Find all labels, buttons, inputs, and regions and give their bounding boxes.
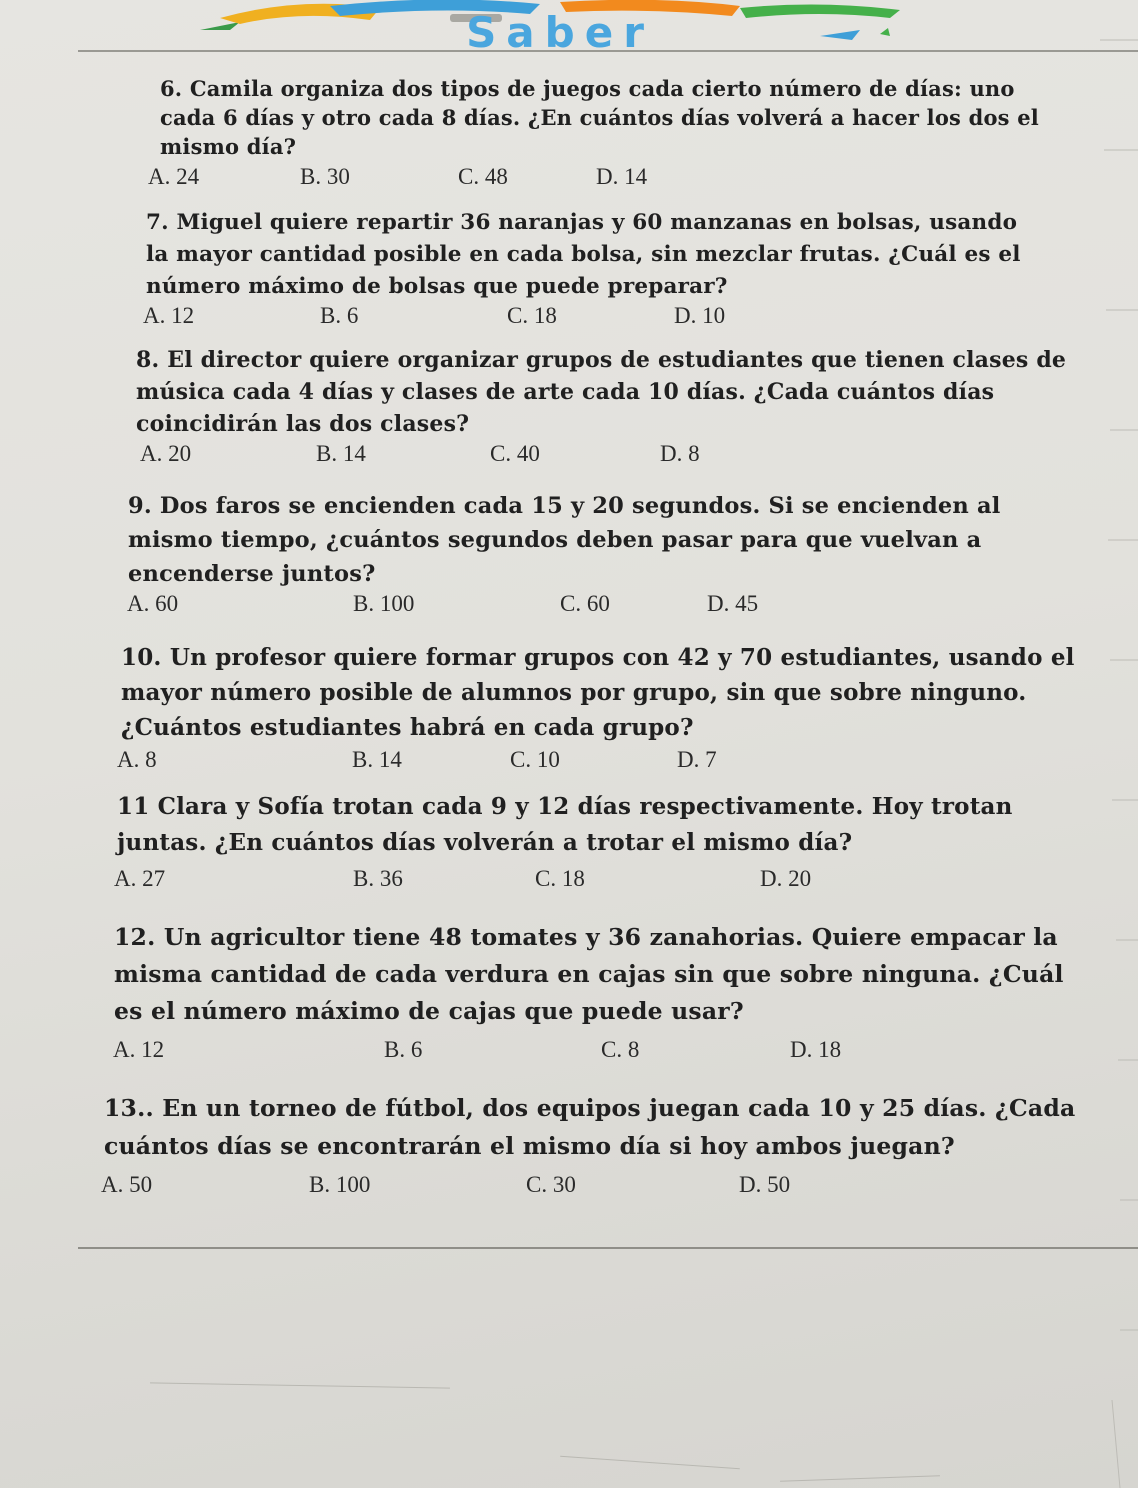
question-8 [136,344,1066,440]
question-7-line-3: número máximo de bolsas que puede preparar? [146,274,728,299]
option-b[interactable]: B. 6 [320,303,359,328]
option-d[interactable]: D. 10 [674,303,726,328]
question-6-line-2: cada 6 días y otro cada 8 días. ¿En cuántos días volverá a hacer los dos el [160,105,1039,130]
question-13-line-1: 13.. En un torneo de fútbol, dos equipos juegan cada 10 y 25 días. ¿Cada [104,1094,1076,1122]
question-13-line-2: cuántos días se encontrarán el mismo día si hoy ambos juegan? [104,1132,955,1160]
option-a[interactable]: A. 12 [113,1037,165,1062]
question-12-line-1: 12. Un agricultor tiene 48 tomates y 36 zanahorias. Quiere empacar la [114,923,1058,951]
option-c[interactable]: C. 10 [510,747,560,772]
question-9-line-3: encenderse juntos? [128,561,376,587]
option-c[interactable]: C. 8 [601,1037,640,1062]
option-a[interactable]: A. 12 [143,303,195,328]
option-c[interactable]: C. 18 [535,866,585,891]
option-a[interactable]: A. 50 [101,1172,153,1197]
option-d[interactable]: D. 45 [707,591,759,616]
option-b[interactable]: B. 14 [352,747,402,772]
option-c[interactable]: C. 18 [507,303,557,328]
option-c[interactable]: C. 60 [560,591,610,616]
question-10-line-1: 10. Un profesor quiere formar grupos con 42 y 70 estudiantes, usando el [121,644,1075,671]
option-b[interactable]: B. 30 [300,164,350,189]
option-a[interactable]: A. 24 [148,164,200,189]
question-7 [146,207,1021,303]
question-13 [104,1089,1075,1165]
option-a[interactable]: A. 20 [140,441,192,466]
question-8-line-1: 8. El director quiere organizar grupos de estudiantes que tienen clases de [136,347,1067,373]
question-11-line-2: juntas. ¿En cuántos días volverán a trotar el mismo día? [117,829,853,856]
option-c[interactable]: C. 40 [490,441,540,466]
question-7-line-2: la mayor cantidad posible en cada bolsa, sin mezclar frutas. ¿Cuál es el [146,242,1021,267]
question-9 [128,489,1001,591]
pencil-mark [560,1456,740,1470]
question-11 [117,789,1013,861]
question-10 [121,640,1075,745]
option-d[interactable]: D. 14 [596,164,648,189]
question-6-line-1: 6. Camila organiza dos tipos de juegos cada cierto número de días: uno [160,76,1015,101]
option-b[interactable]: B. 100 [353,591,415,616]
option-d[interactable]: D. 8 [660,441,700,466]
option-d[interactable]: D. 7 [677,747,717,772]
question-6 [160,74,1039,161]
pencil-mark [150,1382,450,1388]
question-7-line-1: 7. Miguel quiere repartir 36 naranjas y 60 manzanas en bolsas, usando [146,210,1018,235]
svg-text:Saber: Saber [466,8,654,50]
option-b[interactable]: B. 6 [384,1037,423,1062]
option-c[interactable]: C. 48 [458,164,508,189]
banner-logo-graphic [180,0,940,50]
question-8-line-3: coincidirán las dos clases? [136,411,470,437]
pencil-mark [780,1475,940,1482]
notebook-edge-lines [1090,0,1138,1488]
option-d[interactable]: D. 20 [760,866,812,891]
question-9-line-2: mismo tiempo, ¿cuántos segundos deben pasar para que vuelvan a [128,527,982,553]
question-10-line-2: mayor número posible de alumnos por grupo, sin que sobre ninguno. [121,679,1027,706]
question-12-line-3: es el número máximo de cajas que puede usar? [114,997,744,1025]
question-9-line-1: 9. Dos faros se encienden cada 15 y 20 segundos. Si se encienden al [128,493,1001,519]
option-a[interactable]: A. 60 [127,591,179,616]
option-b[interactable]: B. 100 [309,1172,371,1197]
worksheet-banner [180,0,940,50]
option-d[interactable]: D. 50 [739,1172,791,1197]
option-b[interactable]: B. 36 [353,866,403,891]
option-d[interactable]: D. 18 [790,1037,842,1062]
option-c[interactable]: C. 30 [526,1172,576,1197]
option-a[interactable]: A. 8 [117,747,157,772]
question-11-line-1: 11 Clara y Sofía trotan cada 9 y 12 días respectivamente. Hoy trotan [117,793,1013,820]
question-6-line-3: mismo día? [160,134,297,159]
question-12 [114,919,1064,1030]
question-12-line-2: misma cantidad de cada verdura en cajas sin que sobre ninguna. ¿Cuál [114,960,1064,988]
question-10-line-3: ¿Cuántos estudiantes habrá en cada grupo? [121,714,694,741]
option-b[interactable]: B. 14 [316,441,366,466]
question-8-line-2: música cada 4 días y clases de arte cada 10 días. ¿Cada cuántos días [136,379,995,405]
banner-title [180,0,940,1]
option-a[interactable]: A. 27 [114,866,166,891]
